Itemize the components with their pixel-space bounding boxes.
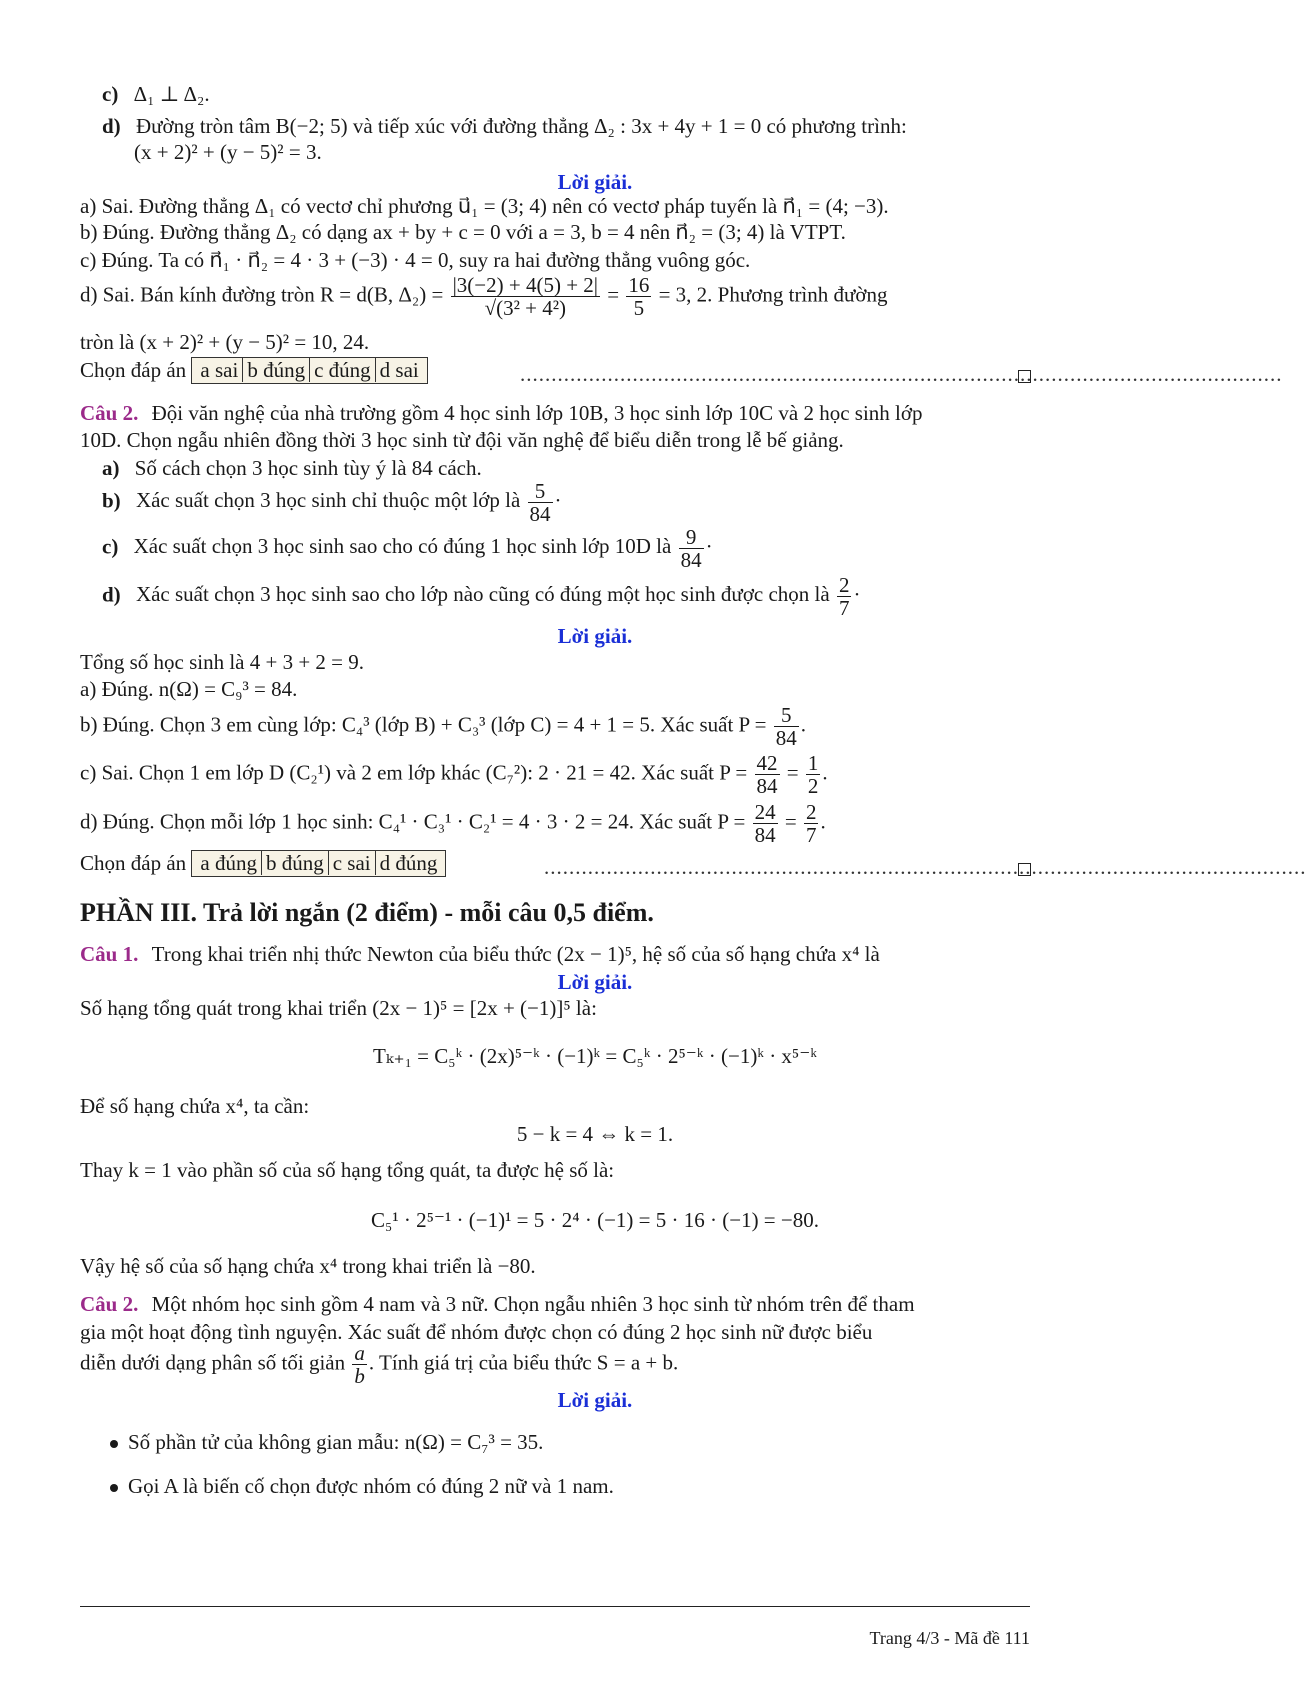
denominator: 84 xyxy=(754,823,776,848)
question-label: Câu 2. xyxy=(80,401,139,425)
solution-line: Số hạng tổng quát trong khai triển (2x − 1)⁵ = [2x + (−1)]⁵ là: xyxy=(80,996,597,1020)
fraction xyxy=(753,801,778,846)
solution-line-d: d) Đúng. Chọn mỗi lớp 1 học sinh: C₄¹ · C₃¹ · C₂¹ = 4 · 3 · 2 = 24. Xác suất P = $\frac{24}{84}$ = $\frac{2}{7}$ . xyxy=(80,800,826,848)
answer-row xyxy=(80,850,446,877)
answer-cell: b đúng xyxy=(261,851,328,875)
numerator: a xyxy=(354,1341,365,1365)
equation: Tₖ₊₁ = C₅ᵏ · (2x)⁵⁻ᵏ · (−1)ᵏ = C₅ᵏ · 2⁵⁻ᵏ · (−1)ᵏ · x⁵⁻ᵏ xyxy=(373,1044,817,1068)
option-b: b) Xác suất chọn 3 học sinh chỉ thuộc một lớp là $\frac{5}{84}$ · xyxy=(102,479,562,527)
solution-line: b) Đúng. Đường thẳng Δ₂ có dạng ax + by + c = 0 với a = 3, b = 4 nên n⃗₂ = (3; 4) là VTPT. xyxy=(80,220,846,244)
solution-line: tròn là (x + 2)² + (y − 5)² = 10, 24. xyxy=(80,330,370,354)
fraction xyxy=(774,704,799,749)
option-label: c) xyxy=(102,534,119,559)
answer-cell: d đúng xyxy=(375,851,442,875)
numerator: 5 xyxy=(528,480,553,503)
question-text-cont xyxy=(80,1342,678,1387)
solution-line: c) Đúng. Ta có n⃗₁ · n⃗₂ = 4 · 3 + (−3) · 4 = 0, suy ra hai đường thẳng vuông góc. xyxy=(80,248,751,272)
option-text: Xác suất chọn 3 học sinh sao cho có đúng 1 học sinh lớp 10D là xyxy=(133,534,672,559)
numerator: 9 xyxy=(679,526,704,549)
document-page xyxy=(80,0,1307,1683)
text: = xyxy=(607,282,620,307)
denominator: 7 xyxy=(838,596,850,621)
question-text: Đội văn nghệ của nhà trường gồm 4 học sinh lớp 10B, 3 học sinh lớp 10C và 2 học sinh lớp xyxy=(151,401,923,425)
denominator: 2 xyxy=(807,774,819,799)
numerator: |3(−2) + 4(5) + 2| xyxy=(452,273,598,297)
solution-line-d xyxy=(80,274,888,319)
answer-box xyxy=(191,850,446,877)
solution-line-b: b) Đúng. Chọn 3 em cùng lớp: C₄³ (lớp B) + C₃³ (lớp C) = 4 + 1 = 5. Xác suất P = $\frac{5}{84}$ . xyxy=(80,703,807,751)
option-text: Xác suất chọn 3 học sinh chỉ thuộc một lớp là xyxy=(135,488,521,513)
bullet-item xyxy=(110,1430,543,1455)
solution-heading: Lời giải. xyxy=(557,970,633,994)
leader-dots: .......................................................................................................................... xyxy=(544,855,1307,879)
fraction xyxy=(804,801,819,846)
question-text: Một nhóm học sinh gồm 4 nam và 3 nữ. Chọn ngẫu nhiên 3 học sinh từ nhóm trên để tham xyxy=(151,1292,915,1316)
numerator: 24 xyxy=(754,800,776,824)
option-label: d) xyxy=(102,582,121,607)
solution-line: a) Đúng. n(Ω) = C₉³ = 84. xyxy=(80,677,298,701)
solution-line-c: c) Sai. Chọn 1 em lớp D (C₂¹) và 2 em lớp khác (C₇²): 2 · 21 = 42. Xác suất P = $\frac{42}{84}$ = $\frac{1}{2}$ . xyxy=(80,751,828,799)
answer-cell: b đúng xyxy=(242,358,309,382)
option-text: Số cách chọn 3 học sinh tùy ý là 84 cách. xyxy=(134,456,482,480)
bullet-icon xyxy=(110,1484,118,1492)
question-label: Câu 1. xyxy=(80,942,139,966)
answer-cell: c sai xyxy=(328,851,375,875)
numerator: 5 xyxy=(774,704,799,727)
text: b) Đúng. Chọn 3 em cùng lớp: C₄³ (lớp B) + C₃³ (lớp C) = 4 + 1 = 5. Xác suất P = xyxy=(80,712,767,737)
item-d xyxy=(102,114,907,139)
text: = 3, 2. Phương trình đường xyxy=(658,282,888,307)
solution-heading: Lời giải. xyxy=(557,624,633,648)
text: d) Sai. Bán kính đường tròn R = d(B, Δ₂) = xyxy=(80,282,444,307)
numerator: 2 xyxy=(805,800,817,824)
option-c: c) Xác suất chọn 3 học sinh sao cho có đúng 1 học sinh lớp 10D là $\frac{9}{84}$ · xyxy=(102,525,713,573)
equation: 5 − k = 4 ⇔ k = 1. xyxy=(516,1122,674,1146)
denominator: √(3² + 4²) xyxy=(484,296,567,321)
question-3-1 xyxy=(80,942,880,967)
qed-square-icon xyxy=(1018,863,1031,876)
question-text-cont: 10D. Chọn ngẫu nhiên đồng thời 3 học sinh từ đội văn nghệ để biểu diễn trong lễ bế giảng. xyxy=(80,428,844,452)
text: . Tính giá trị của biểu thức S = a + b. xyxy=(368,1350,679,1375)
answer-cell: a sai xyxy=(200,358,239,382)
option-d: d) Xác suất chọn 3 học sinh sao cho lớp nào cũng có đúng một học sinh được chọn là $\frac{2}{7}$ · xyxy=(102,573,861,621)
fraction xyxy=(528,480,553,525)
page-footer: Trang 4/3 - Mã đề 111 xyxy=(869,1628,1030,1648)
fraction xyxy=(352,1342,367,1387)
text: diễn dưới dạng phân số tối giản xyxy=(80,1350,346,1375)
item-d-cont: (x + 2)² + (y − 5)² = 3. xyxy=(134,140,322,164)
denominator: 84 xyxy=(680,548,702,573)
denominator: b xyxy=(354,1364,365,1389)
bullet-icon xyxy=(110,1440,118,1448)
denominator: 7 xyxy=(805,823,817,848)
option-label: b) xyxy=(102,488,121,513)
denominator: 84 xyxy=(529,502,551,527)
question-3-2 xyxy=(80,1292,915,1317)
answer-cell: d sai xyxy=(375,358,423,382)
text: d) Đúng. Chọn mỗi lớp 1 học sinh: C₄¹ · C₃¹ · C₂¹ = 4 · 3 · 2 = 24. Xác suất P = xyxy=(80,809,746,834)
bullet-text: Số phần tử của không gian mẫu: n(Ω) = C₇³ = 35. xyxy=(128,1430,544,1454)
answer-cell: c đúng xyxy=(309,358,375,382)
denominator: 84 xyxy=(775,726,797,751)
fraction xyxy=(755,752,780,797)
option-text: Xác suất chọn 3 học sinh sao cho lớp nào cũng có đúng một học sinh được chọn là xyxy=(135,582,830,607)
answer-cell: a đúng xyxy=(200,851,257,875)
answer-label: Chọn đáp án xyxy=(80,358,187,382)
bullet-text: Gọi A là biến cố chọn được nhóm có đúng 2 nữ và 1 nam. xyxy=(128,1474,614,1498)
solution-line: Tổng số học sinh là 4 + 3 + 2 = 9. xyxy=(80,650,365,674)
fraction xyxy=(837,574,852,619)
solution-line: Vậy hệ số của số hạng chứa x⁴ trong khai triển là −80. xyxy=(80,1254,536,1278)
fraction xyxy=(806,752,821,797)
denominator: 84 xyxy=(756,774,778,799)
leader-dots: .......................................................................................................................... xyxy=(520,362,1283,386)
fraction xyxy=(451,274,600,319)
item-c xyxy=(102,82,210,107)
numerator: 42 xyxy=(756,751,778,775)
answer-row xyxy=(80,357,428,384)
fraction xyxy=(679,526,704,571)
solution-heading: Lời giải. xyxy=(557,1388,633,1412)
footer-divider xyxy=(80,1606,1030,1607)
question-2 xyxy=(80,401,923,426)
option-a xyxy=(102,456,482,481)
fraction xyxy=(626,274,651,319)
solution-line: Để số hạng chứa x⁴, ta cần: xyxy=(80,1094,310,1118)
question-text: Trong khai triển nhị thức Newton của biểu thức (2x − 1)⁵, hệ số của số hạng chứa x⁴ là xyxy=(151,942,880,966)
equation: C₅¹ · 2⁵⁻¹ · (−1)¹ = 5 · 2⁴ · (−1) = 5 · 16 · (−1) = −80. xyxy=(370,1208,819,1232)
section-heading: PHẦN III. Trả lời ngắn (2 điểm) - mỗi câu 0,5 điểm. xyxy=(80,898,654,927)
answer-box xyxy=(191,357,427,384)
item-label: d) xyxy=(102,114,121,138)
item-label: c) xyxy=(102,82,119,106)
qed-square-icon xyxy=(1018,370,1031,383)
solution-line: a) Sai. Đường thẳng Δ₁ có vectơ chỉ phương u⃗₁ = (3; 4) nên có vectơ pháp tuyến là n⃗₁ = (4; −3). xyxy=(80,194,889,218)
option-label: a) xyxy=(102,456,120,480)
numerator: 1 xyxy=(807,751,819,775)
solution-heading: Lời giải. xyxy=(557,170,633,194)
bullet-item xyxy=(110,1474,614,1499)
numerator: 2 xyxy=(838,573,850,597)
numerator: 16 xyxy=(628,273,650,297)
item-text: Đường tròn tâm B(−2; 5) và tiếp xúc với đường thẳng Δ₂ : 3x + 4y + 1 = 0 có phương trình: xyxy=(135,114,907,138)
item-text: Δ₁ ⊥ Δ₂. xyxy=(133,82,210,106)
question-label: Câu 2. xyxy=(80,1292,139,1316)
solution-line: Thay k = 1 vào phần số của số hạng tổng quát, ta được hệ số là: xyxy=(80,1158,615,1182)
answer-label: Chọn đáp án xyxy=(80,851,187,875)
text: c) Sai. Chọn 1 em lớp D (C₂¹) và 2 em lớp khác (C₇²): 2 · 21 = 42. Xác suất P = xyxy=(80,760,748,785)
question-text-cont: gia một hoạt động tình nguyện. Xác suất để nhóm được chọn có đúng 2 học sinh nữ được biểu xyxy=(80,1320,873,1344)
denominator: 5 xyxy=(633,296,645,321)
